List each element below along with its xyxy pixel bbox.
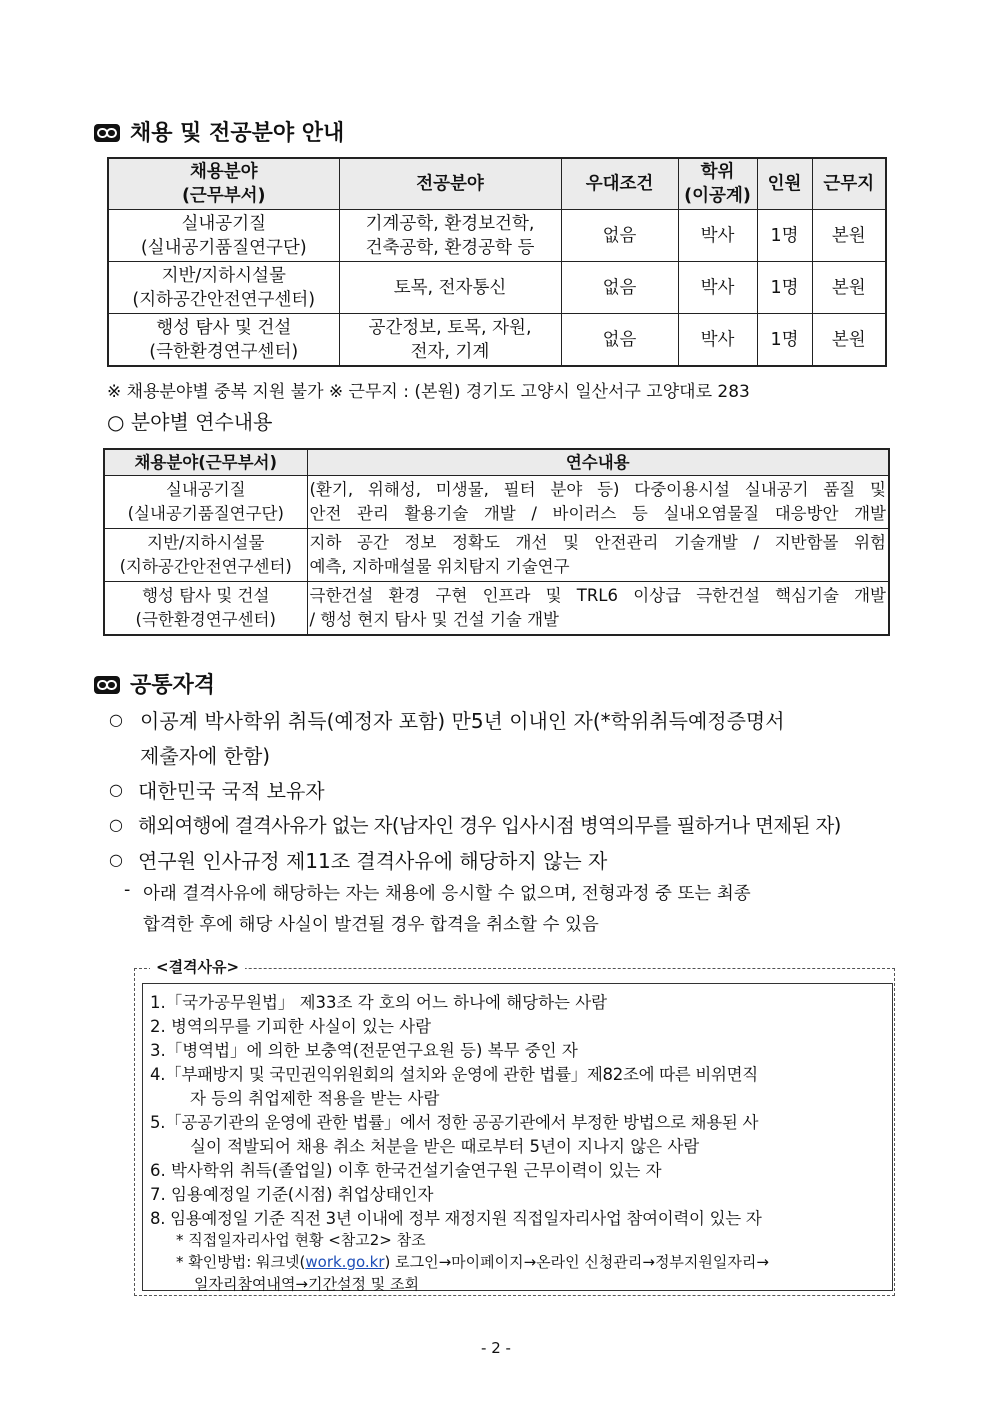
header-field-2: (근무부서) [181, 186, 266, 206]
cell-field-2: (실내공기품질연구단) [140, 237, 307, 258]
table-row [108, 210, 886, 262]
bullet-circle: ○ [109, 850, 123, 869]
cell-location: 본원 [812, 262, 886, 314]
cell-degree: 박사 [678, 210, 757, 262]
box-line: 6. 박사학위 취득(졸업일) 이후 한국건설기술연구원 근무이력이 있는 자 [150, 1161, 662, 1180]
cell-training [307, 529, 889, 582]
qualification-item: 제출자에 한함) [140, 744, 271, 768]
box-line: 7. 임용예정일 기준(시점) 취업상태인자 [150, 1185, 434, 1204]
table-row [108, 262, 886, 314]
cell-major-2: 전자, 기계 [410, 341, 490, 362]
box-line: 8. 임용예정일 기준 직전 3년 이내에 정부 재정지원 직접일자리사업 참여이력이 있는 자 [150, 1209, 762, 1228]
cell-field-1: 행성 탐사 및 건설 [156, 317, 292, 338]
cell-degree: 박사 [678, 262, 757, 314]
cell-major-1: 공간정보, 토목, 자원, [368, 317, 532, 338]
bullet-circle: ○ [109, 815, 123, 834]
cell-field [108, 314, 339, 367]
cell-field [104, 582, 307, 636]
page-number: - 2 - [481, 1339, 511, 1357]
cell-field [108, 210, 339, 262]
box-line: 3.「병역법」에 의한 보충역(전문연구요원 등) 복무 중인 자 [150, 1041, 578, 1060]
box-check-line2: 일자리참여내역→기간설정 및 조회 [194, 1275, 419, 1293]
cell-major [339, 314, 561, 367]
header-major: 전공분야 [339, 158, 561, 210]
box-line: 4.「부패방지 및 국민권익위원회의 설치와 운영에 관한 법률」제82조에 따른 비위면직 [150, 1065, 758, 1084]
qualification-item: 이공계 박사학위 취득(예정자 포함) 만5년 이내인 자(*학위취득예정증명서 [140, 709, 785, 733]
box-check-line [176, 1251, 769, 1272]
header-location: 근무지 [812, 158, 886, 210]
section-title-text: 채용 및 전공분야 안내 [130, 121, 345, 146]
cell-field-2: (실내공기품질연구단) [127, 504, 284, 523]
cell-count: 1명 [757, 210, 812, 262]
cell-major [339, 210, 561, 262]
cell-count: 1명 [757, 262, 812, 314]
link-icon [94, 675, 120, 693]
cell-preference: 없음 [561, 262, 678, 314]
training-line: 극한건설 환경 구현 인프라 및 TRL6 이상급 극한건설 핵심기술 개발 [309, 586, 886, 605]
header-count: 인원 [757, 158, 812, 210]
table-row [104, 476, 889, 529]
recruitment-table [107, 157, 887, 367]
header-preference: 우대조건 [561, 158, 678, 210]
training-line: 예측, 지하매설물 위치탐지 기술연구 [309, 557, 570, 576]
cell-field-1: 실내공기질 [181, 213, 267, 234]
table-row [104, 582, 889, 636]
box-check-suffix: ) 로그인→마이페이지→온라인 신청관리→정부지원일자리→ [384, 1253, 769, 1271]
cell-major-1: 기계공학, 환경보건학, [365, 213, 535, 234]
cell-preference: 없음 [561, 314, 678, 367]
section-title-text: 공통자격 [130, 673, 216, 698]
cell-degree: 박사 [678, 314, 757, 367]
cell-training [307, 582, 889, 636]
training-line: 지하 공간 정보 정확도 개선 및 안전관리 기술개발 / 지반함몰 위험 [309, 533, 886, 552]
section-title-recruitment [94, 116, 344, 147]
worknet-link[interactable]: work.go.kr [305, 1253, 385, 1271]
cell-training [307, 476, 889, 529]
cell-field [104, 529, 307, 582]
cell-field [104, 476, 307, 529]
header-field [108, 158, 339, 210]
cell-major-2: 건축공학, 환경공학 등 [365, 237, 535, 258]
cell-field-2: (지하공간안전연구센터) [132, 289, 316, 310]
box-note: * 직접일자리사업 현황 <참고2> 참조 [176, 1231, 426, 1249]
box-line: 실이 적발되어 채용 취소 처분을 받은 때로부터 5년이 지나지 않은 사람 [190, 1137, 700, 1156]
cell-field-2: (극한환경연구센터) [149, 341, 299, 362]
training-line: 안전 관리 활용기술 개발 / 바이러스 등 실내오염물질 대응방안 개발 [309, 504, 886, 523]
cell-preference: 없음 [561, 210, 678, 262]
bullet-circle: ○ [109, 710, 123, 729]
training-title: ○ 분야별 연수내용 [107, 410, 273, 434]
header-degree [678, 158, 757, 210]
recruitment-note: ※ 채용분야별 중복 지원 불가 ※ 근무지 : (본원) 경기도 고양시 일산서구 고양대로 283 [107, 382, 750, 402]
cell-field-1: 실내공기질 [165, 480, 246, 499]
cell-location: 본원 [812, 210, 886, 262]
training-line: / 행성 현지 탐사 및 건설 기술 개발 [309, 610, 559, 629]
training-line: (환기, 위해성, 미생물, 필터 분야 등) 다중이용시설 실내공기 품질 및 [309, 480, 886, 499]
box-line: 2. 병역의무를 기피한 사실이 있는 사람 [150, 1017, 432, 1036]
cell-field-1: 지반/지하시설물 [147, 533, 265, 552]
sub-line: 아래 결격사유에 해당하는 자는 채용에 응시할 수 없으며, 전형과정 중 또는 최종 [143, 884, 751, 904]
box-line: 5.「공공기관의 운영에 관한 법률」에서 정한 공공기관에서 부정한 방법으로 채용된 사 [150, 1113, 759, 1132]
section-title-qualification [94, 668, 215, 699]
sub-line: 합격한 후에 해당 사실이 발견될 경우 합격을 취소할 수 있음 [143, 915, 599, 935]
table-header-row [104, 449, 889, 476]
qualification-item: 대한민국 국적 보유자 [138, 779, 325, 803]
disqualification-box-title: <결격사유> [150, 956, 245, 977]
cell-field-1: 지반/지하시설물 [161, 265, 286, 286]
header-training: 연수내용 [307, 449, 889, 476]
cell-count: 1명 [757, 314, 812, 367]
cell-field [108, 262, 339, 314]
cell-field-2: (지하공간안전연구센터) [119, 557, 292, 576]
box-line: 1.「국가공무원법」 제33조 각 호의 어느 하나에 해당하는 사람 [150, 993, 608, 1012]
header-degree-2: (이공계) [684, 186, 751, 206]
table-row [108, 314, 886, 367]
bullet-circle: ○ [109, 780, 123, 799]
link-icon [94, 123, 120, 141]
header-degree-1: 학위 [700, 162, 735, 182]
qualification-item: 해외여행에 결격사유가 없는 자(남자인 경우 입사시점 병역의무를 필하거나 면제된 자) [138, 814, 841, 837]
table-header-row [108, 158, 886, 210]
box-check-prefix: * 확인방법: 워크넷( [176, 1253, 306, 1271]
cell-field-2: (극한환경연구센터) [135, 610, 276, 629]
training-table [103, 448, 890, 636]
cell-major: 토목, 전자통신 [339, 262, 561, 314]
header-field-1: 채용분야 [189, 162, 258, 182]
box-line: 자 등의 취업제한 적용을 받는 사람 [190, 1089, 440, 1108]
header-field: 채용분야(근무부서) [104, 449, 307, 476]
cell-location: 본원 [812, 314, 886, 367]
cell-field-1: 행성 탐사 및 건설 [142, 586, 270, 605]
sub-dash: - [124, 880, 131, 900]
table-row [104, 529, 889, 582]
qualification-item: 연구원 인사규정 제11조 결격사유에 해당하지 않는 자 [138, 849, 608, 873]
